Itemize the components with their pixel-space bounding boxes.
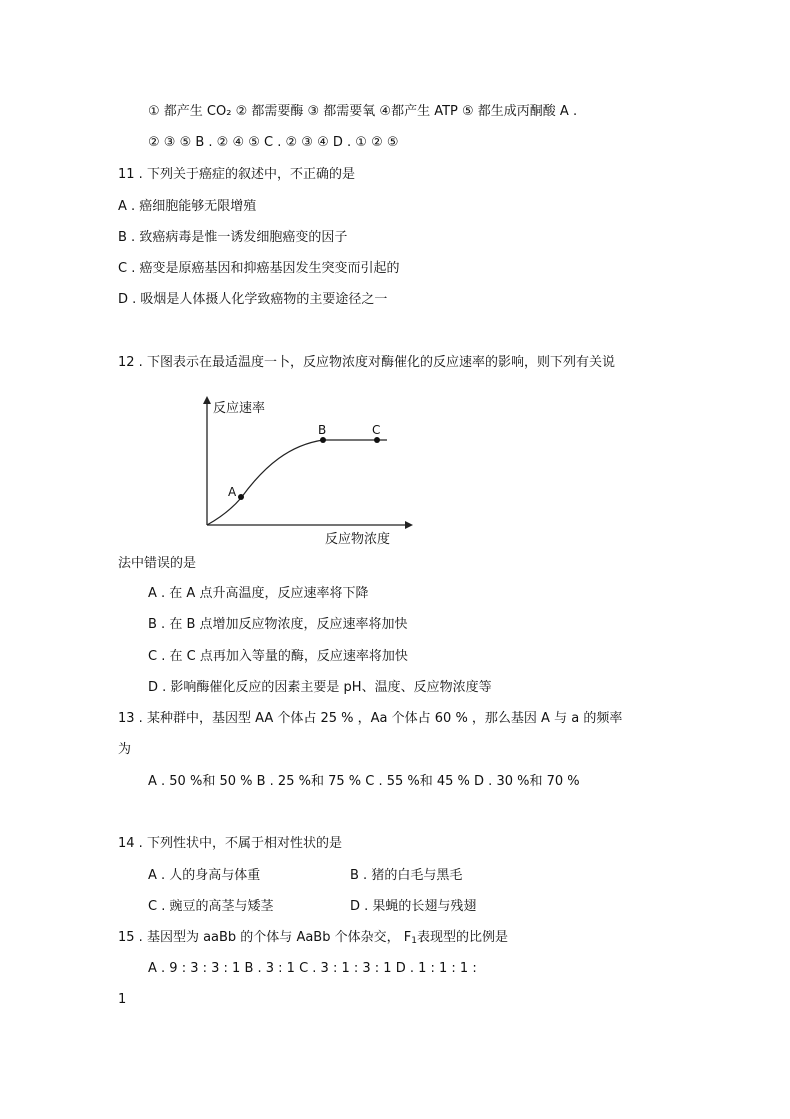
q15-stem-pre: 15 . 基因型为 aaBb 的个体与 AaBb 个体杂交， F [118,930,412,945]
point-c-label: C [372,423,381,437]
q15-stem-sub: 1 [411,936,417,946]
point-c-marker [374,437,380,443]
x-axis-arrow [405,521,413,529]
q11-option-d: D . 吸烟是人体摄人化学致癌物的主要途径之一 [118,292,388,307]
q10-options-line1: ① 都产生 CO₂ ② 都需要酶 ③ 都需要氧 ④都产生 ATP ⑤ 都生成丙酮酸 A . [148,104,578,119]
q13-options: A . 50 %和 50 % B . 25 %和 75 % C . 55 %和 45 % D . 30 %和 70 % [148,774,580,789]
q14-option-a: A . 人的身高与体重 [148,868,261,883]
q12-option-c: C . 在 C 点再加入等量的酶，反应速率将加快 [148,649,408,664]
q15-options-cont: 1 [118,992,127,1007]
q15-stem-post: 表现型的比例是 [416,930,508,945]
q15-stem [118,929,508,950]
q12-option-a: A . 在 A 点升高温度，反应速率将下降 [148,586,369,601]
x-axis-label: 反应物浓度 [325,532,391,547]
q12-stem: 12 . 下图表示在最适温度一卜，反应物浓度对酶催化的反应速率的影响，则下列有关说 [118,355,615,370]
q11-option-b: B . 致癌病毒是惟一诱发细胞癌变的因子 [118,230,348,245]
q11-stem: 11 . 下列关于癌症的叙述中，不正确的是 [118,167,355,182]
q12-figure [195,390,420,550]
point-a-marker [238,494,244,500]
q14-option-d: D . 果蝇的长翅与残翅 [350,899,477,914]
q12-stem-cont: 法中错误的是 [118,556,197,571]
point-b-label: B [318,423,327,437]
y-axis-arrow [203,396,211,404]
q11-option-a: A . 癌细胞能够无限增殖 [118,199,257,214]
y-axis-label: 反应速率 [213,401,266,416]
q13-stem: 13 . 某种群中，基因型 AA 个体占 25 % ，Aa 个体占 60 % ，那么基因 A 与 a 的频率 [118,711,623,726]
q12-option-b: B . 在 B 点增加反应物浓度，反应速率将加快 [148,617,408,632]
point-b-marker [320,437,326,443]
q10-options-line2: ② ③ ⑤ B . ② ④ ⑤ C . ② ③ ④ D . ① ② ⑤ [148,135,399,150]
q11-option-c: C . 癌变是原癌基因和抑癌基因发生突变而引起的 [118,261,400,276]
q14-stem: 14 . 下列性状中，不属于相对性状的是 [118,836,342,851]
q14-option-b: B . 猪的白毛与黑毛 [350,868,463,883]
q13-stem-cont: 为 [118,742,132,757]
point-a-label: A [228,485,237,499]
q14-option-c: C . 豌豆的高茎与矮茎 [148,899,274,914]
q12-option-d: D . 影响酶催化反应的因素主要是 pH、温度、反应物浓度等 [148,680,492,695]
rate-curve [207,440,387,525]
q15-options: A . 9 : 3 : 3 : 1 B . 3 : 1 C . 3 : 1 : 3 : 1 D . 1 : 1 : 1 : [148,961,477,976]
